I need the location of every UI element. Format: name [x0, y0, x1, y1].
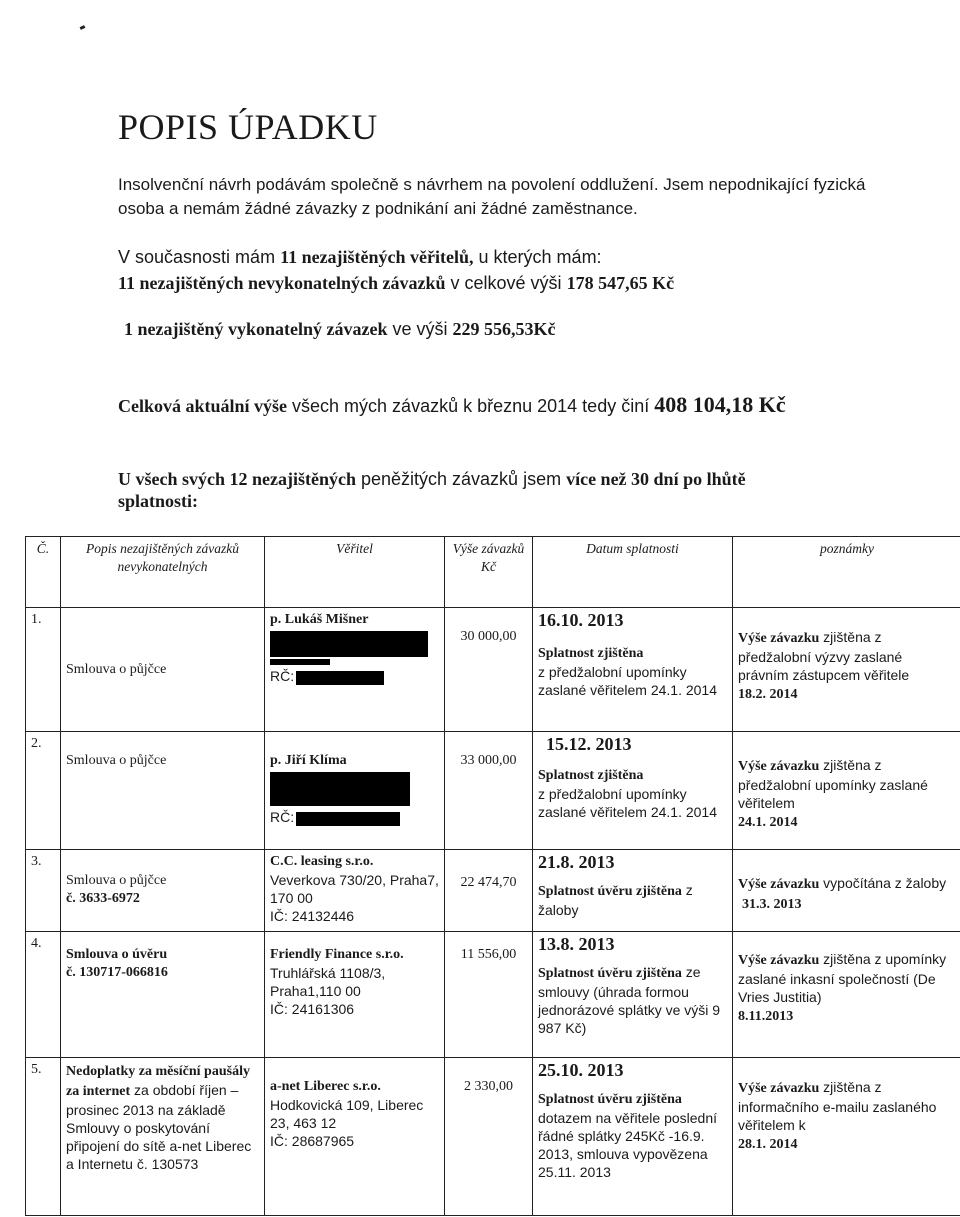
row-due: 15.12. 2013 Splatnost zjištěna z předžalobní upomínky zaslané věřitelem 24.1. 2014	[533, 732, 733, 850]
row-due: 25.10. 2013 Splatnost úvěru zjištěna dotazem na věřitele poslední řádné splátky 245Kč -16.9. 2013, smlouva vypovězena 25.11. 2013	[533, 1058, 733, 1216]
row-notes: Výše závazku zjištěna z upomínky zaslané inkasní společností (De Vries Justitia) 8.11.2013	[733, 932, 960, 1058]
header-number: Č.	[26, 537, 61, 608]
page-title: POPIS ÚPADKU	[118, 107, 378, 147]
table-row	[26, 850, 960, 932]
intro-line-1: Insolvenční návrh podávám společně s návrhem na povolení oddlužení. Jsem nepodnikající fyzická	[118, 175, 866, 194]
row-description: Smlouva o půjčce	[61, 732, 265, 850]
row-number: 3.	[26, 850, 61, 932]
intro-line-2: osoba a nemám žádné závazky z podnikání ani žádné zaměstnance.	[118, 199, 638, 218]
row-amount: 2 330,00	[445, 1058, 533, 1216]
row-description: Smlouva o půjčce č. 3633-6972	[61, 850, 265, 932]
total-debt: Celková aktuální výše všech mých závazků k březnu 2014 tedy činí 408 104,18 Kč	[118, 392, 786, 417]
row-due: 21.8. 2013 Splatnost úvěru zjištěna z žaloby	[533, 850, 733, 932]
summary-enforceable: 1 nezajištěný vykonatelný závazek ve výši 229 556,53Kč	[124, 319, 556, 339]
row-number: 2.	[26, 732, 61, 850]
row-amount: 30 000,00	[445, 608, 533, 732]
redaction-bar	[296, 671, 384, 685]
row-notes: Výše závazku zjištěna z předžalobní upomínky zaslané věřitelem 24.1. 2014	[733, 732, 960, 850]
row-amount: 11 556,00	[445, 932, 533, 1058]
table-row	[26, 932, 960, 1058]
row-description: Nedoplatky za měsíční paušály za internet za období říjen – prosinec 2013 na základě Smlouvy o poskytování připojení do sítě a-net Liberec a Internetu č. 130573	[61, 1058, 265, 1216]
header-creditor: Věřitel	[265, 537, 445, 608]
header-description: Popis nezajištěných závazků nevykonatelných	[61, 537, 265, 608]
redaction-bar	[270, 772, 410, 806]
debts-table	[25, 536, 960, 1216]
header-amount: Výše závazků Kč	[445, 537, 533, 608]
redaction-bar	[270, 631, 428, 657]
row-notes: Výše závazku zjištěna z informačního e-mailu zaslaného věřitelem k 28.1. 2014	[733, 1058, 960, 1216]
row-amount: 33 000,00	[445, 732, 533, 850]
row-number: 1.	[26, 608, 61, 732]
summary-nonenforceable: 11 nezajištěných nevykonatelných závazků v celkové výši 178 547,65 Kč	[118, 273, 675, 293]
table-row	[26, 608, 960, 732]
redaction-bar	[296, 812, 400, 826]
row-description: Smlouva o půjčce	[61, 608, 265, 732]
row-creditor: Friendly Finance s.r.o. Truhlářská 1108/3, Praha1,110 00 IČ: 24161306	[265, 932, 445, 1058]
row-notes: Výše závazku zjištěna z předžalobní výzvy zaslané právním zástupcem věřitele 18.2. 2014	[733, 608, 960, 732]
row-amount: 22 474,70	[445, 850, 533, 932]
row-creditor: a-net Liberec s.r.o. Hodkovická 109, Liberec 23, 463 12 IČ: 28687965	[265, 1058, 445, 1216]
row-number: 4.	[26, 932, 61, 1058]
header-due-date: Datum splatnosti	[533, 537, 733, 608]
row-creditor: p. Jiří Klíma RČ:	[265, 732, 445, 850]
row-creditor: C.C. leasing s.r.o. Veverkova 730/20, Praha7, 170 00 IČ: 24132446	[265, 850, 445, 932]
overdue-statement: U všech svých 12 nezajištěných peněžitých závazků jsem více než 30 dní po lhůtě splatnosti:	[118, 469, 746, 511]
table-row	[26, 1058, 960, 1216]
summary-creditors: V současnosti mám 11 nezajištěných věřitelů, u kterých mám:	[118, 247, 602, 267]
row-description: Smlouva o úvěru č. 130717-066816	[61, 932, 265, 1058]
table-header-row	[26, 537, 960, 608]
row-notes: Výše závazku vypočítána z žaloby 31.3. 2013	[733, 850, 960, 932]
row-due: 16.10. 2013 Splatnost zjištěna z předžalobní upomínky zaslané věřitelem 24.1. 2014	[533, 608, 733, 732]
header-notes: poznámky	[733, 537, 960, 608]
table-row	[26, 732, 960, 850]
redaction-bar	[270, 659, 330, 665]
row-number: 5.	[26, 1058, 61, 1216]
row-due: 13.8. 2013 Splatnost úvěru zjištěna ze smlouvy (úhrada formou jednorázové splátky ve výši 9 987 Kč)	[533, 932, 733, 1058]
scan-mark	[80, 25, 86, 30]
row-creditor: p. Lukáš Mišner RČ:	[265, 608, 445, 732]
